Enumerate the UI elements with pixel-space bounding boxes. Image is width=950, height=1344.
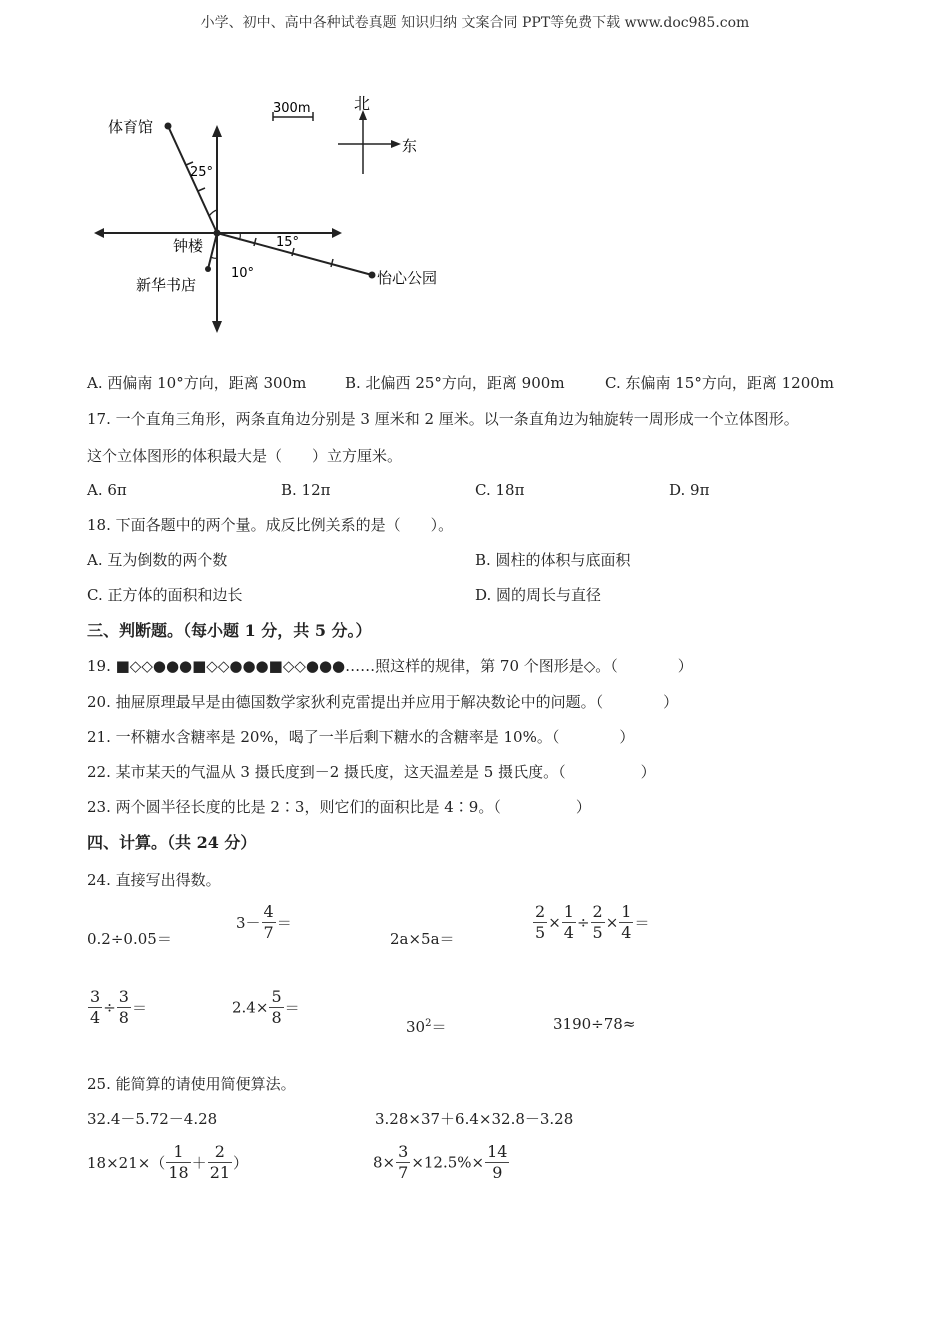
- q18-option-d: D. 圆的周长与直径: [475, 586, 602, 604]
- south-arrow: [212, 321, 222, 333]
- bookstore-line: [208, 233, 217, 269]
- section-3-title: 三、判断题。（每小题 1 分，共 5 分。）: [87, 621, 372, 640]
- east-arrow: [332, 228, 342, 238]
- q24-expr-4: $\frac{2}{5}$ × $\frac{1}{4}$ ÷ $\frac{2}{5}$ × $\frac{1}{4}$ ＝: [535, 902, 650, 942]
- north-arrow: [212, 125, 222, 137]
- q25-expr-4: 8× $\frac{3}{7}$ ×12.5%× $\frac{14}{9}$: [373, 1142, 508, 1182]
- q16-option-a: A. 西偏南 10°方向，距离 300m: [87, 374, 307, 392]
- bookstore-point: [205, 266, 211, 272]
- q25-expr-2: 3.28×37＋6.4×32.8－3.28: [375, 1110, 574, 1128]
- gym-point: [165, 123, 172, 130]
- angle-15-label: 15°: [276, 235, 300, 250]
- angle-25-label: 25°: [190, 165, 214, 180]
- bookstore-label: 新华书店: [136, 276, 197, 294]
- q18-option-b: B. 圆柱的体积与底面积: [475, 551, 631, 569]
- q16-option-b: B. 北偏西 25°方向，距离 900m: [345, 374, 565, 392]
- q24-expr-2: 3－ $\frac{4}{7}$ ＝: [236, 902, 292, 942]
- q17-option-a: A. 6π: [87, 481, 127, 499]
- q25-stem: 25. 能简算的请使用简便算法。: [87, 1075, 296, 1093]
- q24-stem: 24. 直接写出得数。: [87, 871, 221, 889]
- direction-map: [80, 85, 470, 340]
- gym-label: 体育馆: [108, 118, 154, 136]
- q16-option-c: C. 东偏南 15°方向，距离 1200m: [605, 374, 834, 392]
- q17-line1: 17. 一个直角三角形，两条直角边分别是 3 厘米和 2 厘米。以一条直角边为轴旋转一周形成一个立体图形。: [87, 410, 799, 428]
- q25-expr-3: 18×21×（ $\frac{1}{18}$ ＋ $\frac{2}{21}$ ）: [87, 1142, 249, 1182]
- q17-line2: 这个立体图形的体积最大是（ ）立方厘米。: [87, 447, 403, 465]
- q21: 21. 一杯糖水含糖率是 20%，喝了一半后剩下糖水的含糖率是 10%。（ ）: [87, 728, 635, 746]
- q24-expr-7: $30^2=$: [406, 1018, 447, 1036]
- q19: 19. ■◇◇●●●■◇◇●●●■◇◇●●●……照这样的规律，第 70 个图形是◇。（ ）: [87, 657, 693, 675]
- compass-east-label: 东: [402, 137, 418, 155]
- scale-label: 300m: [273, 101, 311, 116]
- q18-option-c: C. 正方体的面积和边长: [87, 586, 243, 604]
- q24-expr-3: 2a×5a＝: [390, 930, 455, 948]
- q24-expr-1: 0.2÷0.05＝: [87, 930, 172, 948]
- q25-expr-1: 32.4－5.72－4.28: [87, 1110, 218, 1128]
- q22: 22. 某市某天的气温从 3 摄氏度到－2 摄氏度，这天温差是 5 摄氏度。（ ）: [87, 763, 656, 781]
- q23: 23. 两个圆半径长度的比是 2∶3，则它们的面积比是 4∶9。（ ）: [87, 798, 591, 816]
- q20: 20. 抽屉原理最早是由德国数学家狄利克雷提出并应用于解决数论中的问题。（ ）: [87, 693, 679, 711]
- clock-tower-label: 钟楼: [173, 237, 204, 255]
- q17-option-c: C. 18π: [475, 481, 525, 499]
- q18-option-a: A. 互为倒数的两个数: [87, 551, 228, 569]
- west-arrow: [94, 228, 104, 238]
- section-4-title: 四、计算。（共 24 分）: [87, 833, 257, 852]
- park-point: [369, 272, 376, 279]
- compass-north-label: 北: [354, 94, 371, 113]
- q17-option-b: B. 12π: [281, 481, 331, 499]
- q24-expr-5: $\frac{3}{4}$ ÷ $\frac{3}{8}$ ＝: [90, 987, 147, 1027]
- angle-10-label: 10°: [231, 266, 255, 281]
- q24-expr-8: 3190÷78≈: [553, 1015, 636, 1033]
- q18-stem: 18. 下面各题中的两个量。成反比例关系的是（ ）。: [87, 516, 454, 534]
- clock-tower-point: [214, 230, 221, 237]
- park-label: 怡心公园: [377, 269, 438, 287]
- q24-expr-6: 2.4× $\frac{5}{8}$ ＝: [232, 987, 300, 1027]
- page-header: 小学、初中、高中各种试卷真题 知识归纳 文案合同 PPT等免费下载 www.doc985.com: [200, 15, 750, 31]
- q17-option-d: D. 9π: [669, 481, 710, 499]
